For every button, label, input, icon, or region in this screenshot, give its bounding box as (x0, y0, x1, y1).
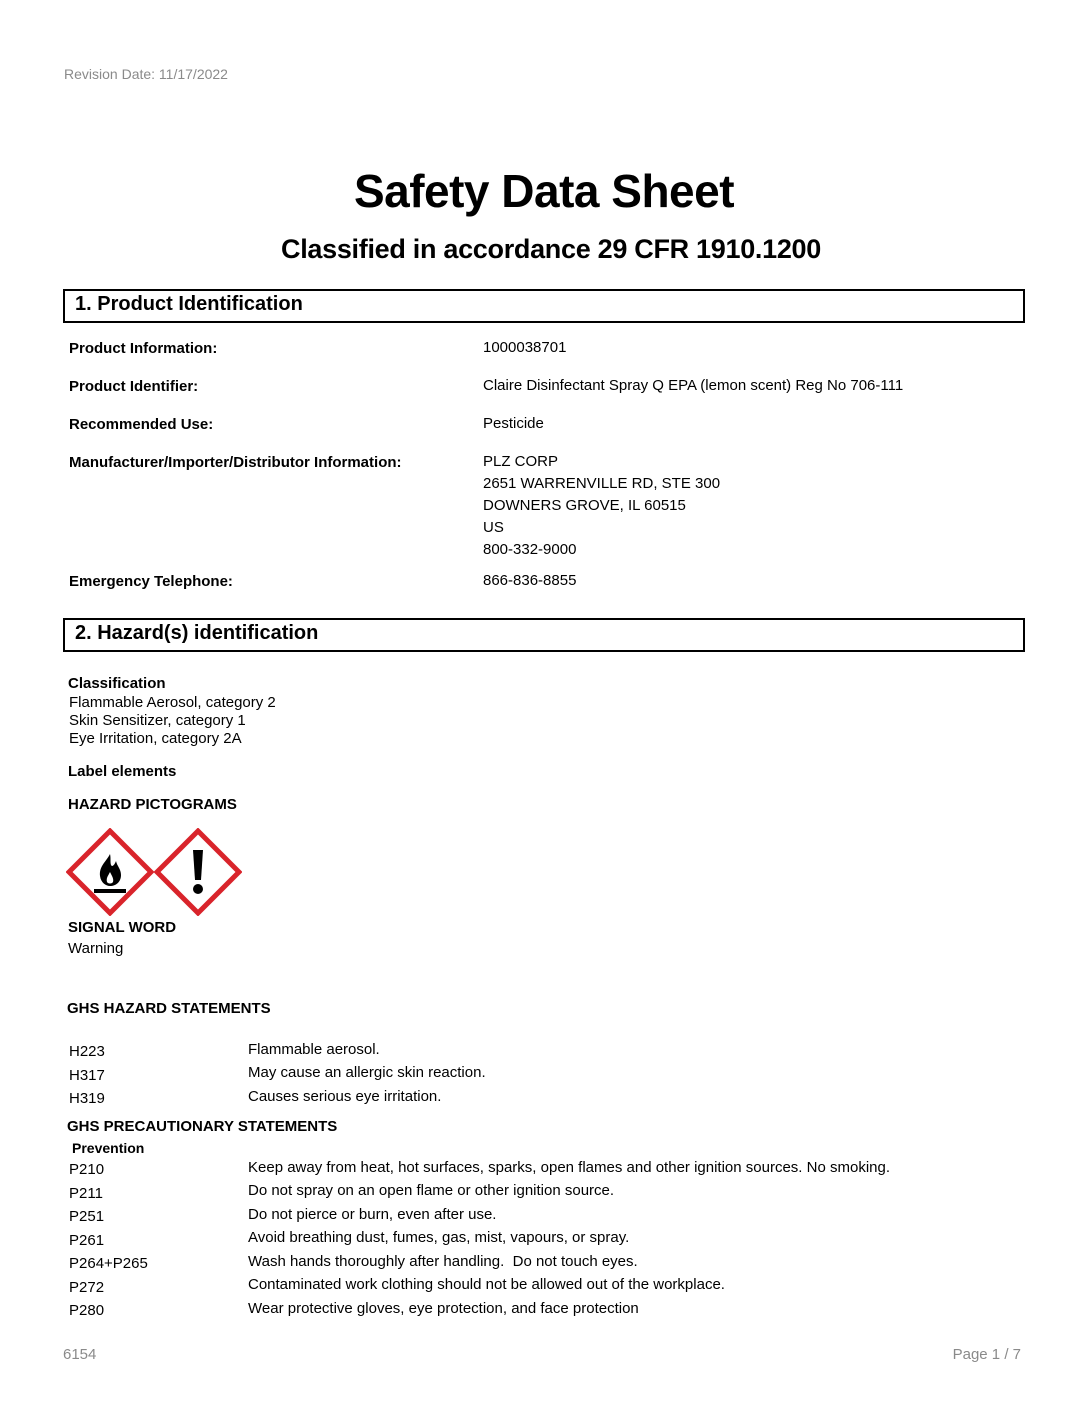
precaution-text: Contaminated work clothing should not be allowed out of the workplace. (248, 1276, 725, 1293)
hazard-statements-title: GHS HAZARD STATEMENTS (67, 1000, 271, 1017)
emergency-telephone-value: 866-836-8855 (483, 572, 577, 589)
precaution-text: Avoid breathing dust, fumes, gas, mist, vapours, or spray. (248, 1229, 630, 1246)
label-elements-title: Label elements (68, 763, 177, 780)
signal-word-value: Warning (68, 940, 124, 957)
precaution-code: P251 (69, 1208, 105, 1225)
precaution-code: P211 (69, 1185, 103, 1202)
precaution-code: P280 (69, 1302, 105, 1319)
manufacturer-label: Manufacturer/Importer/Distributor Information: (69, 454, 402, 471)
hazard-code: H317 (69, 1067, 105, 1084)
hazard-code: H223 (69, 1043, 105, 1060)
signal-word-title: SIGNAL WORD (68, 919, 177, 936)
hazard-code: H319 (69, 1090, 105, 1107)
classification-title: Classification (68, 675, 166, 692)
precaution-code: P264+P265 (69, 1255, 148, 1272)
recommended-use-label: Recommended Use: (69, 416, 214, 433)
precaution-code: P261 (69, 1232, 105, 1249)
revision-date: Revision Date: 11/17/2022 (64, 66, 228, 82)
manufacturer-line: 2651 WARRENVILLE RD, STE 300 (483, 475, 721, 492)
precaution-code: P210 (69, 1161, 105, 1178)
manufacturer-line: US (483, 519, 504, 536)
product-identifier-label: Product Identifier: (69, 378, 199, 395)
hazard-statement-text: Causes serious eye irritation. (248, 1088, 442, 1105)
section-1-heading: 1. Product Identification (75, 293, 303, 315)
section-2-header (63, 618, 1025, 652)
manufacturer-value (483, 451, 720, 561)
emergency-telephone-label: Emergency Telephone: (69, 573, 233, 590)
classification-item: Skin Sensitizer, category 1 (69, 712, 246, 729)
precaution-text: Wash hands thoroughly after handling. Do not touch eyes. (248, 1253, 638, 1270)
manufacturer-line: DOWNERS GROVE, IL 60515 (483, 497, 686, 514)
manufacturer-line: 800-332-9000 (483, 541, 577, 558)
section-2-heading: 2. Hazard(s) identification (75, 622, 319, 644)
document-number: 6154 (63, 1346, 97, 1363)
classification-item: Flammable Aerosol, category 2 (69, 694, 276, 711)
product-information-value: 1000038701 (483, 339, 567, 356)
prevention-title: Prevention (72, 1140, 145, 1156)
section-1-header (63, 289, 1025, 323)
document-subtitle: Classified in accordance 29 CFR 1910.1200 (281, 234, 821, 264)
recommended-use-value: Pesticide (483, 415, 544, 432)
precaution-text: Keep away from heat, hot surfaces, sparks, open flames and other ignition sources. No smoking. (248, 1159, 890, 1176)
precaution-text: Do not spray on an open flame or other ignition source. (248, 1182, 615, 1199)
manufacturer-line: PLZ CORP (483, 453, 559, 470)
flame-pictogram-icon (66, 828, 154, 916)
hazard-statement-text: May cause an allergic skin reaction. (248, 1064, 486, 1081)
precaution-code: P272 (69, 1279, 105, 1296)
precaution-text: Do not pierce or burn, even after use. (248, 1206, 497, 1223)
page-number: Page 1 / 7 (952, 1346, 1021, 1363)
product-identifier-value: Claire Disinfectant Spray Q EPA (lemon scent) Reg No 706-111 (483, 377, 904, 394)
precautionary-statements-title: GHS PRECAUTIONARY STATEMENTS (67, 1118, 338, 1135)
precaution-text: Wear protective gloves, eye protection, and face protection (248, 1300, 639, 1317)
classification-item: Eye Irritation, category 2A (69, 730, 242, 747)
exclamation-pictogram-icon (154, 828, 242, 916)
product-information-label: Product Information: (69, 340, 218, 357)
classification-list (69, 694, 276, 748)
document-title: Safety Data Sheet (353, 165, 735, 217)
hazard-pictograms-title: HAZARD PICTOGRAMS (68, 796, 237, 813)
hazard-statement-text: Flammable aerosol. (248, 1041, 380, 1058)
